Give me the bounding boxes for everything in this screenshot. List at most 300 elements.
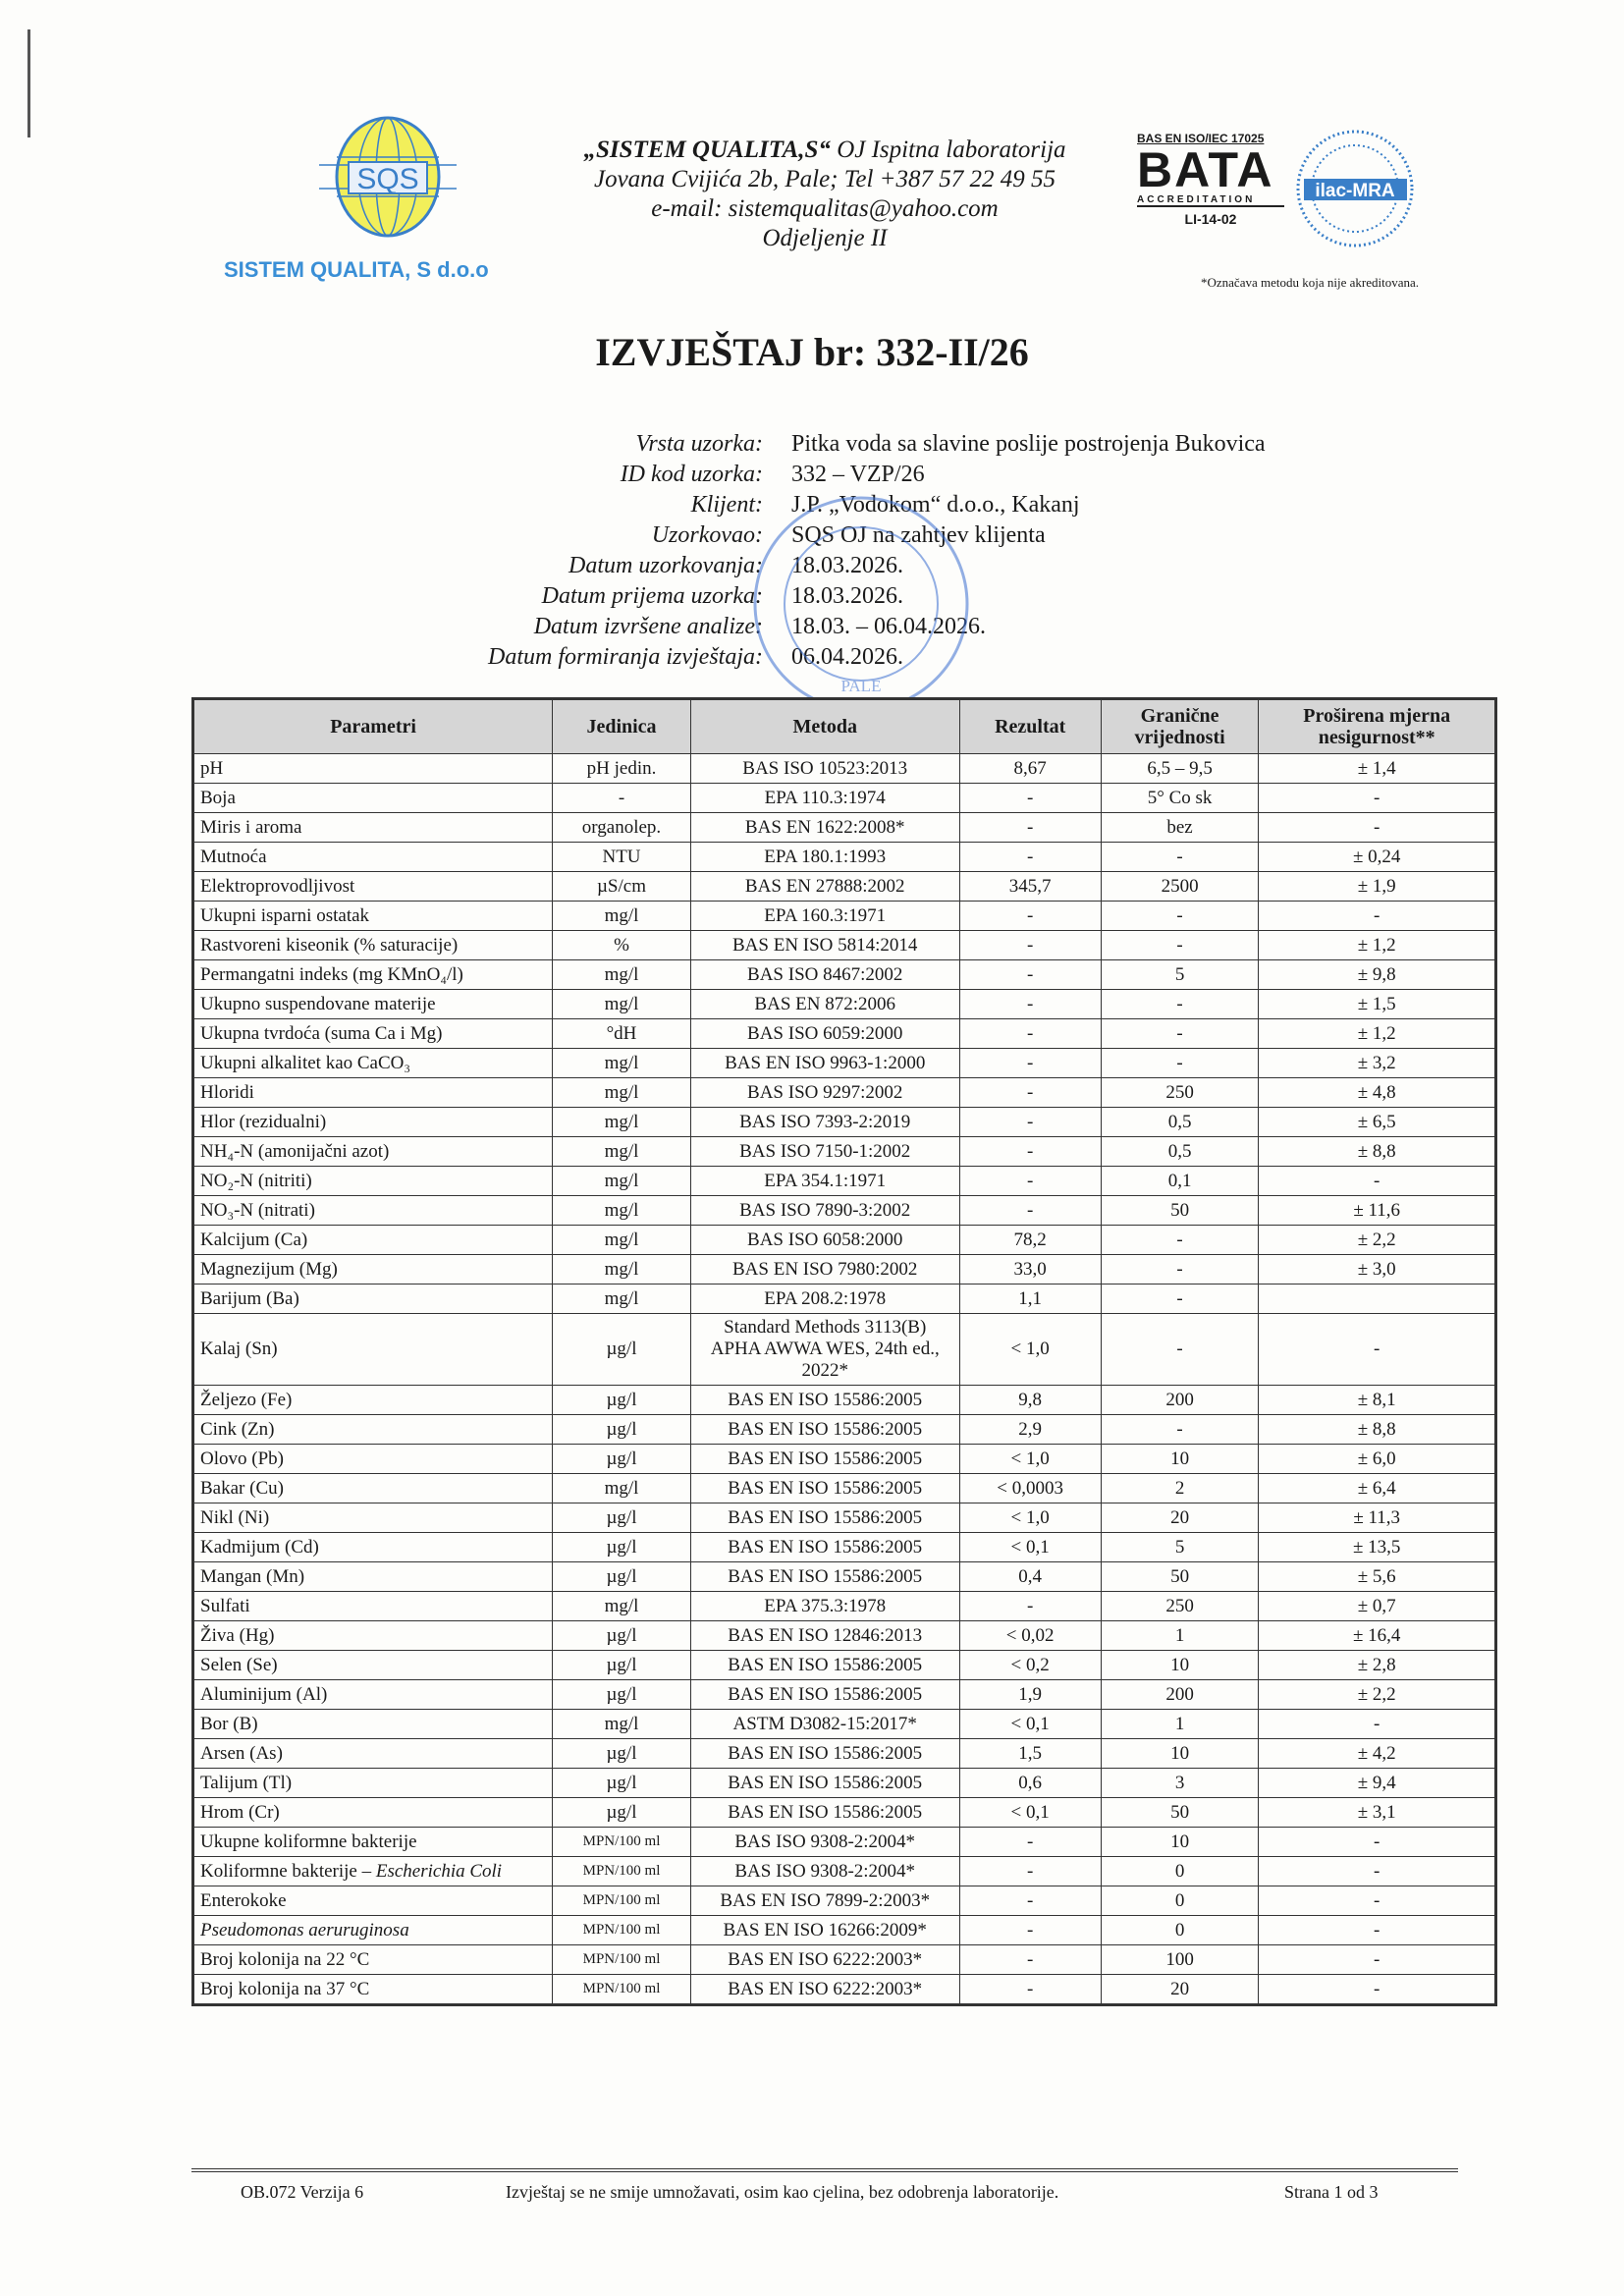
cell-unit: µg/l [553,1798,691,1828]
param-name: Arsen (As) [200,1742,283,1764]
cell-parameter [193,1710,553,1739]
cell-method: BAS EN ISO 15586:2005 [690,1533,959,1562]
cell-uncertainty: ± 4,8 [1259,1078,1496,1108]
param-name: Bor (B) [200,1713,258,1734]
table-row [193,1226,1496,1255]
cell-uncertainty: - [1259,1857,1496,1886]
table-row [193,1769,1496,1798]
cell-unit: MPN/100 ml [553,1886,691,1916]
table-row [193,784,1496,813]
param-name: Permangatni indeks (mg KMnO₄/l) [200,963,463,985]
table-row [193,931,1496,960]
param-name: Broj kolonija na 22 °C [200,1948,370,1970]
cell-limit: 6,5 – 9,5 [1101,754,1259,784]
cell-limit: - [1101,990,1259,1019]
cell-limit: 200 [1101,1386,1259,1415]
cell-uncertainty: ± 1,9 [1259,872,1496,902]
cell-result: < 0,2 [959,1651,1101,1680]
info-label: Vrsta uzorka: [635,431,763,457]
info-label: Datum uzorkovanja: [568,553,763,578]
cell-uncertainty: ± 2,2 [1259,1680,1496,1710]
cell-result: < 0,1 [959,1798,1101,1828]
cell-uncertainty: ± 8,1 [1259,1386,1496,1415]
cell-result: 2,9 [959,1415,1101,1445]
cell-unit: mg/l [553,1255,691,1285]
param-name-italic: Pseudomonas aeruruginosa [200,1919,409,1941]
footer-form-version: OB.072 Verzija 6 [241,2182,364,2202]
report-title: IZVJEŠTAJ br: 332-II/26 [595,330,1029,374]
cell-method: BAS ISO 6058:2000 [690,1226,959,1255]
param-name: Bakar (Cu) [200,1477,284,1499]
cell-method: BAS EN ISO 15586:2005 [690,1798,959,1828]
table-row [193,1503,1496,1533]
cell-uncertainty: - [1259,1167,1496,1196]
cell-method: EPA 160.3:1971 [690,902,959,931]
cell-unit: % [553,931,691,960]
info-row [295,429,1266,460]
cell-method: BAS EN ISO 16266:2009* [690,1916,959,1945]
info-value: 332 – VZP/26 [791,462,925,487]
param-name: Hloridi [200,1081,254,1103]
footer-notice: Izvještaj se ne smije umnožavati, osim kao cjelina, bez odobrenja laboratorije. [506,2182,1059,2202]
table-row [193,1415,1496,1445]
cell-unit: mg/l [553,1137,691,1167]
cell-limit: - [1101,1226,1259,1255]
param-name: Nikl (Ni) [200,1506,270,1528]
cell-uncertainty: ± 3,2 [1259,1049,1496,1078]
cell-result: - [959,1049,1101,1078]
cell-parameter [193,843,553,872]
cell-parameter [193,1078,553,1108]
cell-uncertainty: - [1259,1975,1496,2005]
cell-uncertainty: ± 2,8 [1259,1651,1496,1680]
cell-uncertainty: - [1259,1314,1496,1386]
param-name: Živa (Hg) [200,1624,275,1646]
table-row [193,1798,1496,1828]
table-row [193,902,1496,931]
cell-parameter [193,1255,553,1285]
param-name: Ukupne koliformne bakterije [200,1831,417,1852]
cell-unit: µg/l [553,1769,691,1798]
lab-email: e-mail: sistemqualitas@yahoo.com [651,195,999,222]
param-name: Barijum (Ba) [200,1287,299,1309]
cell-parameter [193,1828,553,1857]
cell-uncertainty: ± 13,5 [1259,1533,1496,1562]
param-name: Elektroprovodljivost [200,875,355,897]
cell-limit: - [1101,1314,1259,1386]
scan-artifact-line [27,29,30,137]
cell-unit: mg/l [553,1474,691,1503]
cell-parameter [193,1975,553,2005]
cell-result: 0,6 [959,1769,1101,1798]
cell-uncertainty: - [1259,784,1496,813]
cell-method: EPA 354.1:1971 [690,1167,959,1196]
cell-unit: µg/l [553,1445,691,1474]
param-name: Ukupni alkalitet kao CaCO₃ [200,1052,411,1073]
cell-method: BAS EN ISO 15586:2005 [690,1769,959,1798]
table-row [193,1651,1496,1680]
param-name: Hrom (Cr) [200,1801,280,1823]
table-row [193,843,1496,872]
cell-unit: µg/l [553,1503,691,1533]
cell-parameter [193,1049,553,1078]
cell-uncertainty: ± 0,24 [1259,843,1496,872]
cell-result: - [959,1945,1101,1975]
cell-result: 8,67 [959,754,1101,784]
cell-method: BAS EN ISO 15586:2005 [690,1474,959,1503]
cell-result: < 0,1 [959,1533,1101,1562]
cell-uncertainty: ± 1,5 [1259,990,1496,1019]
table-row [193,1886,1496,1916]
cell-method: BAS EN ISO 6222:2003* [690,1975,959,2005]
param-name: Boja [200,787,236,808]
cell-method: BAS ISO 6059:2000 [690,1019,959,1049]
cell-result: - [959,1828,1101,1857]
cell-limit: 0 [1101,1886,1259,1916]
table-row [193,990,1496,1019]
cell-limit: 0 [1101,1916,1259,1945]
param-name: Selen (Se) [200,1654,278,1675]
param-name: Koliformne bakterije – [200,1860,376,1882]
cell-uncertainty: ± 6,0 [1259,1445,1496,1474]
cell-parameter [193,1415,553,1445]
cell-method: BAS ISO 7393-2:2019 [690,1108,959,1137]
cell-method: BAS ISO 8467:2002 [690,960,959,990]
cell-limit: 50 [1101,1562,1259,1592]
cell-unit: mg/l [553,960,691,990]
cell-limit: - [1101,1049,1259,1078]
param-name: Cink (Zn) [200,1418,275,1440]
cell-limit: 10 [1101,1739,1259,1769]
cell-method: BAS EN ISO 15586:2005 [690,1651,959,1680]
cell-limit: - [1101,931,1259,960]
cell-method: EPA 208.2:1978 [690,1285,959,1314]
cell-limit: 0,5 [1101,1137,1259,1167]
results-table [191,697,1497,2006]
info-label: Klijent: [690,492,763,518]
cell-uncertainty: ± 6,5 [1259,1108,1496,1137]
param-name: Sulfati [200,1595,250,1616]
cell-unit: µS/cm [553,872,691,902]
cell-unit: mg/l [553,1226,691,1255]
cell-unit: µg/l [553,1651,691,1680]
cell-unit: mg/l [553,1592,691,1621]
cell-unit: µg/l [553,1386,691,1415]
cell-parameter [193,1445,553,1474]
table-row [193,1386,1496,1415]
cell-uncertainty: ± 9,4 [1259,1769,1496,1798]
non-accredited-footnote: *Označava metodu koja nije akreditovana. [1201,275,1419,290]
cell-parameter [193,1285,553,1314]
logo-company-name: SISTEM QUALITA, S d.o.o [224,257,489,282]
cell-uncertainty: ± 5,6 [1259,1562,1496,1592]
cell-parameter [193,1196,553,1226]
cell-parameter [193,1314,553,1386]
table-row [193,1314,1496,1386]
table-row [193,754,1496,784]
table-row [193,1167,1496,1196]
cell-method: EPA 375.3:1978 [690,1592,959,1621]
cell-parameter [193,1739,553,1769]
param-name: Mutnoća [200,846,267,867]
cell-unit: mg/l [553,1078,691,1108]
cell-parameter [193,931,553,960]
table-row [193,1196,1496,1226]
info-value: 06.04.2026. [791,644,903,670]
table-row [193,1562,1496,1592]
cell-method: BAS EN ISO 5814:2014 [690,931,959,960]
cell-uncertainty: ± 1,2 [1259,1019,1496,1049]
cell-uncertainty: ± 3,1 [1259,1798,1496,1828]
cell-method: BAS EN ISO 15586:2005 [690,1415,959,1445]
cell-method: EPA 110.3:1974 [690,784,959,813]
cell-limit: 250 [1101,1592,1259,1621]
cell-method: BAS EN 27888:2002 [690,872,959,902]
cell-result: - [959,1975,1101,2005]
table-row [193,1078,1496,1108]
cell-method: BAS EN ISO 15586:2005 [690,1445,959,1474]
cell-unit: µg/l [553,1621,691,1651]
cell-limit: 100 [1101,1945,1259,1975]
cell-unit: mg/l [553,1285,691,1314]
table-row [193,1108,1496,1137]
column-header: Metoda [690,699,959,754]
cell-method: BAS ISO 9308-2:2004* [690,1828,959,1857]
footer-divider [191,2168,1458,2172]
cell-parameter [193,1945,553,1975]
cell-parameter [193,1167,553,1196]
cell-method: ASTM D3082-15:2017* [690,1710,959,1739]
cell-result: < 0,02 [959,1621,1101,1651]
cell-limit: 50 [1101,1196,1259,1226]
accreditation-standard: BAS EN ISO/IEC 17025 [1137,132,1265,145]
info-value: 18.03.2026. [791,583,903,609]
cell-method: EPA 180.1:1993 [690,843,959,872]
cell-result: < 1,0 [959,1314,1101,1386]
table-row [193,872,1496,902]
cell-uncertainty: ± 11,6 [1259,1196,1496,1226]
param-name: NO₂-N (nitriti) [200,1170,312,1191]
table-row [193,1975,1496,2005]
cell-method: BAS ISO 10523:2013 [690,754,959,784]
cell-unit: µg/l [553,1533,691,1562]
param-name-italic: Escherichia Coli [375,1860,503,1882]
cell-parameter [193,1474,553,1503]
cell-parameter [193,784,553,813]
cell-result: - [959,813,1101,843]
cell-limit: 2 [1101,1474,1259,1503]
cell-result: - [959,1592,1101,1621]
cell-parameter [193,872,553,902]
table-row [193,1049,1496,1078]
cell-method: BAS EN ISO 12846:2013 [690,1621,959,1651]
cell-unit: mg/l [553,990,691,1019]
svg-text:ilac-MRA: ilac-MRA [1315,181,1395,201]
table-row [193,1445,1496,1474]
cell-result: - [959,931,1101,960]
cell-limit: 3 [1101,1769,1259,1798]
cell-result: 1,9 [959,1680,1101,1710]
table-row [193,1828,1496,1857]
cell-unit: MPN/100 ml [553,1975,691,2005]
cell-parameter [193,1137,553,1167]
cell-uncertainty: - [1259,1945,1496,1975]
cell-result: 33,0 [959,1255,1101,1285]
cell-result: - [959,1137,1101,1167]
cell-uncertainty: ± 0,7 [1259,1592,1496,1621]
param-name: Magnezijum (Mg) [200,1258,338,1280]
cell-uncertainty: ± 4,2 [1259,1739,1496,1769]
table-row [193,1474,1496,1503]
table-row [193,1710,1496,1739]
cell-result: < 1,0 [959,1445,1101,1474]
info-value: SQS OJ na zahtjev klijenta [791,522,1046,548]
cell-result: - [959,960,1101,990]
svg-text:SQS: SQS [356,163,419,195]
cell-parameter [193,1386,553,1415]
cell-method: BAS EN ISO 6222:2003* [690,1945,959,1975]
cell-result: - [959,843,1101,872]
cell-result: - [959,990,1101,1019]
cell-limit: 1 [1101,1710,1259,1739]
table-header-row [193,699,1496,754]
cell-uncertainty: ± 6,4 [1259,1474,1496,1503]
cell-uncertainty: ± 1,4 [1259,754,1496,784]
cell-uncertainty: ± 3,0 [1259,1255,1496,1285]
cell-limit: 250 [1101,1078,1259,1108]
cell-uncertainty: - [1259,902,1496,931]
column-header: Proširena mjerna nesigurnost** [1259,699,1496,754]
cell-unit: MPN/100 ml [553,1828,691,1857]
param-name: Enterokoke [200,1889,287,1911]
table-row [193,1255,1496,1285]
cell-parameter [193,1621,553,1651]
cell-result: - [959,902,1101,931]
cell-parameter [193,1562,553,1592]
cell-limit: 50 [1101,1798,1259,1828]
param-name: Aluminijum (Al) [200,1683,328,1705]
cell-result: - [959,1916,1101,1945]
cell-parameter [193,1533,553,1562]
cell-unit: µg/l [553,1415,691,1445]
cell-limit: - [1101,902,1259,931]
cell-method: BAS ISO 9297:2002 [690,1078,959,1108]
cell-uncertainty: ± 11,3 [1259,1503,1496,1533]
cell-limit: 20 [1101,1975,1259,2005]
cell-limit: 200 [1101,1680,1259,1710]
column-header: Jedinica [553,699,691,754]
svg-text:PALE: PALE [840,677,882,695]
cell-uncertainty: ± 8,8 [1259,1415,1496,1445]
ilac-mra-logo-icon [1294,128,1417,250]
cell-uncertainty: ± 9,8 [1259,960,1496,990]
info-value: 18.03. – 06.04.2026. [791,614,986,639]
table-row [193,960,1496,990]
cell-parameter [193,960,553,990]
param-name: Talijum (Tl) [200,1772,293,1793]
column-header: Parametri [193,699,553,754]
cell-parameter [193,990,553,1019]
cell-method: BAS EN 1622:2008* [690,813,959,843]
cell-parameter [193,1019,553,1049]
table-row [193,1019,1496,1049]
cell-method: BAS EN ISO 7980:2002 [690,1255,959,1285]
param-name: Miris i aroma [200,816,302,838]
cell-result: - [959,1857,1101,1886]
cell-parameter [193,1769,553,1798]
info-label: Datum prijema uzorka: [541,583,763,609]
cell-limit: 5° Co sk [1101,784,1259,813]
cell-result: - [959,1108,1101,1137]
cell-limit: - [1101,843,1259,872]
cell-uncertainty: - [1259,1710,1496,1739]
info-value: 18.03.2026. [791,553,903,578]
param-name: Hlor (rezidualni) [200,1111,327,1132]
param-name: NO₃-N (nitrati) [200,1199,315,1221]
column-header: Granične vrijednosti [1101,699,1259,754]
cell-method: BAS EN ISO 15586:2005 [690,1739,959,1769]
cell-result: < 0,0003 [959,1474,1101,1503]
cell-method: BAS EN 872:2006 [690,990,959,1019]
cell-uncertainty: - [1259,1828,1496,1857]
lab-unit: OJ Ispitna laboratorija [837,137,1066,163]
cell-method: Standard Methods 3113(B) APHA AWWA WES, 24th ed., 2022* [690,1314,959,1386]
cell-unit: MPN/100 ml [553,1945,691,1975]
cell-unit: µg/l [553,1680,691,1710]
info-row [295,460,1266,490]
info-value: Pitka voda sa slavine poslije postrojenja Bukovica [791,431,1266,457]
lab-department: Odjeljenje II [762,225,888,251]
table-row [193,1916,1496,1945]
cell-limit: 10 [1101,1445,1259,1474]
cell-result: - [959,1886,1101,1916]
cell-result: - [959,1196,1101,1226]
param-name: Broj kolonija na 37 °C [200,1978,370,1999]
cell-parameter [193,902,553,931]
cell-method: BAS ISO 9308-2:2004* [690,1857,959,1886]
param-name: Kalcijum (Ca) [200,1229,308,1250]
param-name: Olovo (Pb) [200,1448,284,1469]
table-row [193,1533,1496,1562]
param-name: Kadmijum (Cd) [200,1536,319,1558]
cell-uncertainty: - [1259,1916,1496,1945]
cell-uncertainty: ± 2,2 [1259,1226,1496,1255]
cell-limit: 2500 [1101,872,1259,902]
lab-address: Jovana Cvijića 2b, Pale; Tel +387 57 22 49 55 [593,166,1056,192]
cell-result: 345,7 [959,872,1101,902]
lab-name: „SISTEM QUALITA,S“ [583,137,831,163]
cell-limit: 5 [1101,960,1259,990]
cell-result: 1,5 [959,1739,1101,1769]
cell-unit: MPN/100 ml [553,1916,691,1945]
table-row [193,1137,1496,1167]
cell-parameter [193,1108,553,1137]
footer-page-number: Strana 1 od 3 [1284,2182,1379,2202]
cell-parameter [193,754,553,784]
table-row [193,1680,1496,1710]
info-label: Uzorkovao: [651,522,763,548]
cell-result: 1,1 [959,1285,1101,1314]
column-header: Rezultat [959,699,1101,754]
cell-unit: NTU [553,843,691,872]
lab-header [574,136,1075,253]
cell-unit: µg/l [553,1739,691,1769]
cell-limit: - [1101,1255,1259,1285]
cell-unit: mg/l [553,902,691,931]
info-value: J.P. „Vodokom“ d.o.o., Kakanj [791,492,1080,518]
cell-method: BAS ISO 7890-3:2002 [690,1196,959,1226]
bata-accreditation-logo [1137,132,1284,227]
